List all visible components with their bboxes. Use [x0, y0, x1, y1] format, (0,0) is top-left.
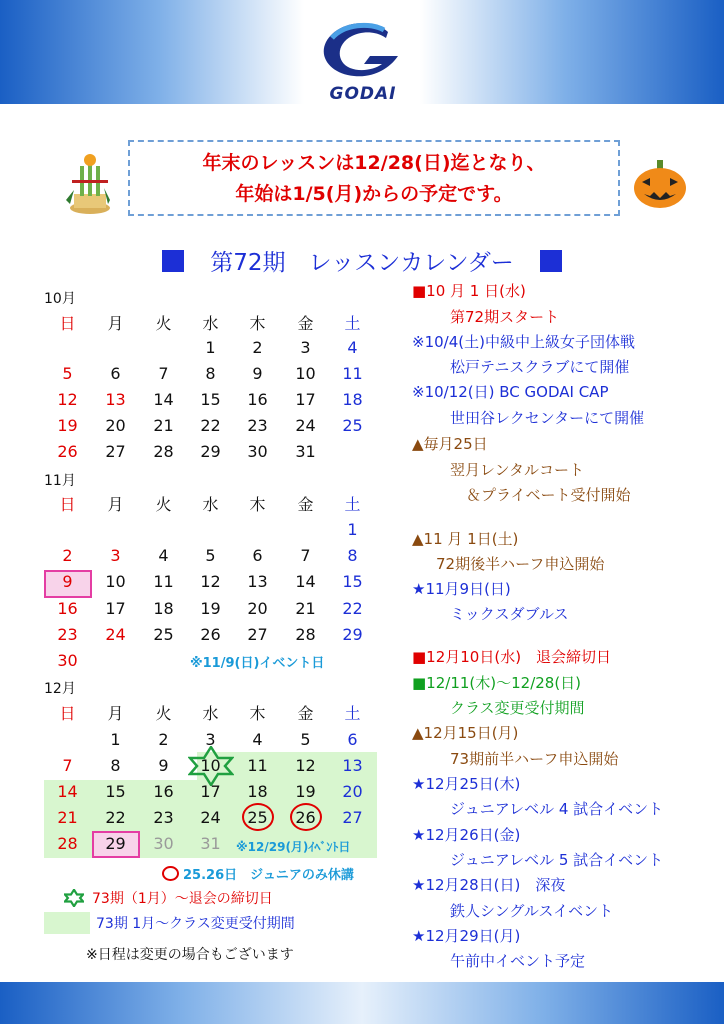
calendar-day: 8 [110, 756, 121, 775]
event-heading: ★11月9日(日) [412, 580, 511, 598]
calendar-day: 1 [205, 338, 216, 357]
legend-green-text: 73期 1月～クラス変更受付期間 [96, 916, 295, 932]
event-heading: ▲11 月 1日(土) [412, 530, 519, 548]
calendar-day: 9 [62, 572, 73, 592]
month-label-dec: 12月 [44, 681, 76, 697]
event-detail: 鉄人シングルスイベント [450, 902, 614, 920]
pumpkin-decoration-icon [632, 158, 688, 214]
month-label-oct: 10月 [44, 291, 76, 307]
calendar-day: 27 [342, 808, 363, 827]
calendar-day: 5 [300, 730, 311, 749]
event-heading: ★12月26日(金) [412, 826, 521, 844]
calendar-day: 16 [153, 782, 174, 801]
weekday-header: 日 [59, 704, 76, 723]
logo-text: GODAI [329, 84, 397, 104]
calendar-day: 12 [57, 390, 78, 409]
calendar-day: 20 [342, 782, 363, 801]
calendar-day: 24 [295, 416, 316, 435]
calendar-day: 8 [347, 546, 358, 566]
calendar-day: 10 [105, 572, 126, 592]
weekday-header: 木 [249, 314, 266, 333]
calendar-day: 26 [57, 442, 78, 461]
weekday-header: 火 [155, 314, 172, 333]
calendar-day: 17 [105, 598, 126, 618]
event-detail: ＆プライベート受付開始 [466, 486, 631, 504]
calendar-day: 8 [205, 364, 216, 383]
calendar-day: 23 [153, 808, 174, 827]
calendar-day: 27 [247, 624, 268, 644]
calendar-day: 13 [247, 572, 268, 592]
calendar-day: 7 [62, 756, 73, 775]
event-heading: ■10 月 1 日(水) [412, 282, 526, 300]
calendar-day: 6 [347, 730, 358, 749]
calendar-day: 2 [158, 730, 169, 749]
calendar-day: 9 [158, 756, 169, 775]
month-label-nov: 11月 [44, 473, 76, 489]
event-heading: ★12月28日(日) 深夜 [412, 876, 566, 894]
event-detail: ジュニアレベル 5 試合イベント [450, 851, 664, 869]
calendar-day: 15 [105, 782, 126, 801]
calendar-day: 25 [342, 416, 363, 435]
notice-line-1: 年末のレッスンは12/28(日)迄となり、 [202, 152, 546, 174]
weekday-header: 金 [297, 704, 314, 723]
calendar-day: 19 [200, 598, 221, 618]
calendar-day: 24 [200, 808, 221, 827]
calendar-day: 11 [153, 572, 174, 592]
calendar-day: 11 [247, 756, 268, 775]
weekday-header: 土 [344, 314, 361, 333]
calendar-day: 13 [105, 390, 126, 409]
calendar-day: 4 [252, 730, 263, 749]
weekday-header: 土 [344, 495, 361, 514]
calendar-day: 2 [62, 546, 73, 566]
calendar-day: 4 [158, 546, 169, 566]
event-heading: ■12月10日(水) 退会締切日 [412, 648, 612, 666]
event-detail: ジュニアレベル 4 試合イベント [450, 800, 664, 818]
calendar-day: 27 [105, 442, 126, 461]
year-end-notice [128, 140, 620, 216]
legend-green [44, 912, 295, 934]
calendar-day: 4 [347, 338, 358, 357]
godai-logo [318, 18, 408, 102]
calendar-day: 26 [295, 808, 316, 827]
event-detail: 世田谷レクセンターにて開催 [450, 409, 645, 427]
weekday-header: 月 [107, 495, 124, 514]
event-heading: ※10/4(土)中級中上級女子団体戦 [412, 333, 635, 351]
calendar-day: 21 [153, 416, 174, 435]
calendar-day: 23 [247, 416, 268, 435]
event-detail: 第72期スタート [450, 308, 560, 326]
calendar-day: 30 [153, 834, 174, 853]
calendar-day: 16 [57, 598, 78, 618]
calendar-day: 3 [110, 546, 121, 566]
weekday-header: 日 [59, 495, 76, 514]
event-detail: 翌月レンタルコート [450, 461, 585, 479]
weekday-header: 水 [202, 495, 219, 514]
calendar-day: 29 [342, 624, 363, 644]
calendar-title-text: 第72期 レッスンカレンダー [210, 250, 514, 276]
calendar-day: 15 [200, 390, 221, 409]
calendar-day: 12 [200, 572, 221, 592]
weekday-header: 木 [249, 495, 266, 514]
weekday-header: 金 [297, 495, 314, 514]
calendar-day: 7 [300, 546, 311, 566]
calendar-day: 28 [295, 624, 316, 644]
calendar-day: 20 [247, 598, 268, 618]
calendar-day: 21 [295, 598, 316, 618]
header-banner [0, 0, 724, 104]
calendar-day: 20 [105, 416, 126, 435]
event-heading: ■12/11(木)～12/28(日) [412, 674, 582, 692]
weekday-header: 火 [155, 704, 172, 723]
event-heading: ※10/12(日) BC GODAI CAP [412, 383, 609, 401]
calendar-day: 22 [200, 416, 221, 435]
disclaimer: ※日程は変更の場合もございます [86, 947, 294, 963]
calendar-day: 5 [205, 546, 216, 566]
calendar-day: 29 [105, 834, 126, 853]
weekday-header: 水 [202, 314, 219, 333]
square-icon [540, 250, 562, 272]
weekday-header: 金 [297, 314, 314, 333]
calendar-day: 1 [110, 730, 121, 749]
calendar-day: 12 [295, 756, 316, 775]
star-icon [64, 889, 84, 907]
calendar-day: 18 [247, 782, 268, 801]
footer-banner [0, 982, 724, 1024]
weekday-header: 月 [107, 314, 124, 333]
calendar-day: 22 [105, 808, 126, 827]
calendar-day: 3 [205, 730, 216, 749]
kadomatsu-decoration-icon [60, 150, 118, 220]
event-heading: ▲12月15日(月) [412, 724, 519, 742]
calendar-day: 25 [153, 624, 174, 644]
calendar-day: 21 [57, 808, 78, 827]
calendar-day: 16 [247, 390, 268, 409]
event-heading: ★12月29日(月) [412, 927, 521, 945]
calendar-day: 18 [153, 598, 174, 618]
calendar-day: 17 [295, 390, 316, 409]
weekday-header: 月 [107, 704, 124, 723]
calendar-day: 28 [153, 442, 174, 461]
legend-star-text: 73期（1月）～退会の締切日 [92, 891, 273, 907]
weekday-header: 土 [344, 704, 361, 723]
notice-line-2: 年始は1/5(月)からの予定です。 [235, 183, 513, 205]
legend-circle-text: 25.26日 ジュニアのみ休講 [183, 868, 354, 883]
calendar-day: 1 [347, 520, 358, 539]
event-detail: 73期前半ハーフ申込開始 [450, 750, 619, 768]
calendar-day: 6 [110, 364, 121, 383]
calendar-day: 5 [62, 364, 73, 383]
green-swatch [44, 912, 90, 934]
calendar-day: 10 [295, 364, 316, 383]
legend-star [64, 888, 273, 908]
weekday-header: 木 [249, 704, 266, 723]
calendar-day: 14 [295, 572, 316, 592]
calendar-day: 2 [252, 338, 263, 357]
circle-icon [162, 866, 179, 881]
event-detail: 松戸テニスクラブにて開催 [450, 358, 630, 376]
calendar-title [0, 244, 724, 277]
calendar-day: 23 [57, 624, 78, 644]
calendar-day: 29 [200, 442, 221, 461]
event-detail: クラス変更受付期間 [450, 699, 585, 717]
calendar-day: 13 [342, 756, 363, 775]
calendar-day: 17 [200, 782, 221, 801]
calendar-day: 7 [158, 364, 169, 383]
calendar-day: 9 [252, 364, 263, 383]
calendar-day: 19 [295, 782, 316, 801]
weekday-header: 日 [59, 314, 76, 333]
event-detail: 午前中イベント予定 [450, 952, 586, 970]
calendar-day: 26 [200, 624, 221, 644]
event-detail: 72期後半ハーフ申込開始 [436, 555, 605, 573]
square-icon [162, 250, 184, 272]
weekday-header: 水 [202, 704, 219, 723]
legend-circle [162, 864, 354, 883]
event-heading: ★12月25日(木) [412, 775, 521, 793]
event-heading: ▲毎月25日 [412, 435, 488, 453]
calendar-day: 18 [342, 390, 363, 409]
calendar-day: 30 [57, 651, 78, 670]
calendar-day: 14 [57, 782, 78, 801]
calendar-day: 3 [300, 338, 311, 357]
calendar-day: 10 [200, 756, 221, 775]
calendar-day: 25 [247, 808, 268, 827]
calendar-day: 24 [105, 624, 126, 644]
calendar-day: 15 [342, 572, 363, 592]
calendar-day: 22 [342, 598, 363, 618]
calendar-day: 31 [295, 442, 316, 461]
nov-event-note: ※11/9(日)イベント日 [190, 656, 325, 671]
calendar-day: 6 [252, 546, 263, 566]
weekday-header: 火 [155, 495, 172, 514]
calendar-day: 14 [153, 390, 174, 409]
calendar-day: 28 [57, 834, 78, 853]
calendar-day: 30 [247, 442, 268, 461]
calendar-day: 31 [200, 834, 221, 853]
calendar-day: 19 [57, 416, 78, 435]
dec-event-note: ※12/29(月)ｲﾍﾞﾝﾄ日 [236, 840, 351, 854]
event-detail: ミックスダブルス [450, 605, 569, 623]
calendar-day: 11 [342, 364, 363, 383]
